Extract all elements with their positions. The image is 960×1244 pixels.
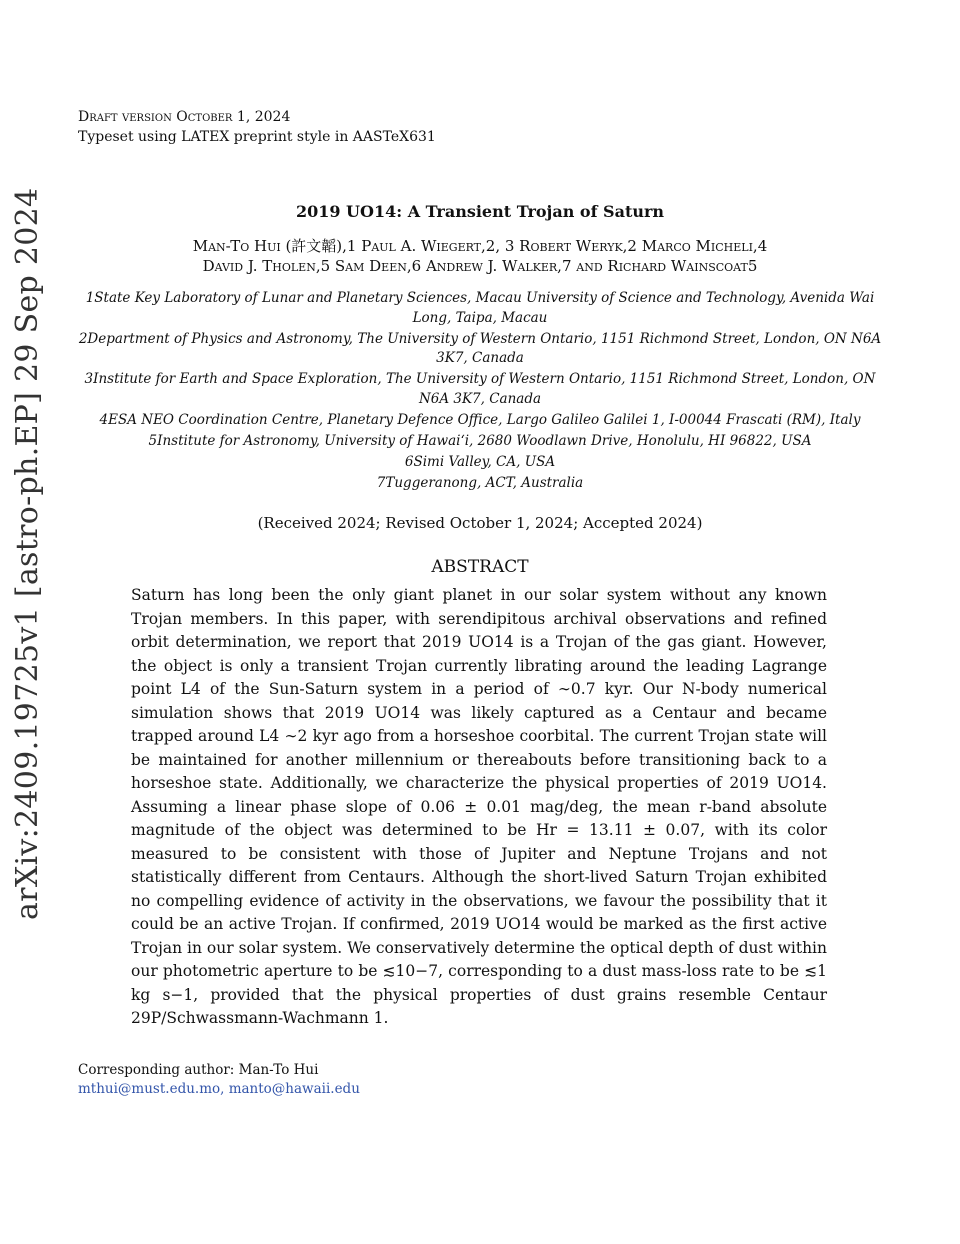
affiliation-2: 2Department of Physics and Astronomy, The University of Western Ontario, 1151 Richmond Street, London, ON N6A 3K7, Canada xyxy=(78,330,882,366)
affiliation-5: 5Institute for Astronomy, University of Hawaiʻi, 2680 Woodlawn Drive, Honolulu, HI 96822, USA xyxy=(148,432,812,449)
author-line-1: Man-To Hui (許文韜),1 Paul A. Wiegert,2, 3 Robert Weryk,2 Marco Micheli,4 xyxy=(192,237,768,255)
draft-header xyxy=(78,107,436,147)
corresponding-label: Corresponding author: Man-To Hui xyxy=(78,1062,319,1078)
affiliation-3: 3Institute for Earth and Space Exploration, The University of Western Ontario, 1151 Richmond Street, London, ON N6A 3K7, Canada xyxy=(84,371,876,407)
affiliation-1: 1State Key Laboratory of Lunar and Planetary Sciences, Macau University of Science and Technology, Avenida Wai Long, Taipa, Macau xyxy=(85,290,875,326)
received-dates: (Received 2024; Revised October 1, 2024; Accepted 2024) xyxy=(257,514,703,532)
draft-version: Draft version October 1, 2024 xyxy=(78,109,291,125)
affiliation-4: 4ESA NEO Coordination Centre, Planetary Defence Office, Largo Galileo Galilei 1, I-00044 Frascati (RM), Italy xyxy=(99,411,861,428)
author-emails[interactable]: mthui@must.edu.mo, manto@hawaii.edu xyxy=(78,1081,360,1097)
typeset-note: Typeset using LATEX preprint style in AASTeX631 xyxy=(78,129,436,145)
arxiv-stamp[interactable]: arXiv:2409.19725v1 [astro-ph.EP] 29 Sep 2024 xyxy=(10,187,45,920)
author-list xyxy=(0,236,960,276)
author-line-2: David J. Tholen,5 Sam Deen,6 Andrew J. Walker,7 and Richard Wainscoat5 xyxy=(202,257,758,275)
corresponding-author xyxy=(78,1061,360,1099)
abstract-text: Saturn has long been the only giant planet in our solar system without any known Trojan members. In this paper, with serendipitous archival observations and refined orbit determination, we report that 2019 UO14 is a Trojan of the gas giant. However, the object is only a transient Trojan currently librating around the leading Lagrange point L4 of the Sun-Saturn system in a period of ∼0.7 kyr. Our N-body numerical simulation shows that 2019 UO14 was likely captured as a Centaur and became trapped around L4 ∼2 kyr ago from a horseshoe coorbital. The current Trojan state will be maintained for another millennium or thereabouts before transitioning back to a horseshoe state. Additionally, we characterize the physical properties of 2019 UO14. Assuming a linear phase slope of 0.06 ± 0.01 mag/deg, the mean r-band absolute magnitude of the object was determined to be Hr = 13.11 ± 0.07, with its color measured to be consistent with those of Jupiter and Neptune Trojans and not statistically different from Centaurs. Although the short-lived Saturn Trojan exhibited no compelling evidence of activity in the observations, we favour the possibility that it could be an active Trojan. If confirmed, 2019 UO14 would be marked as the first active Trojan in our solar system. We conservatively determine the optical depth of dust within our photometric aperture to be ≲10−7, corresponding to a dust mass-loss rate to be ≲1 kg s−1, provided that the physical properties of dust grains resemble Centaur 29P/Schwassmann-Wachmann 1. xyxy=(131,586,827,1027)
paper-title: 2019 UO14: A Transient Trojan of Saturn xyxy=(295,202,665,221)
affiliation-list xyxy=(70,289,890,495)
affiliation-6: 6Simi Valley, CA, USA xyxy=(404,453,556,470)
abstract-heading: ABSTRACT xyxy=(431,557,529,577)
affiliation-7: 7Tuggeranong, ACT, Australia xyxy=(376,474,584,491)
